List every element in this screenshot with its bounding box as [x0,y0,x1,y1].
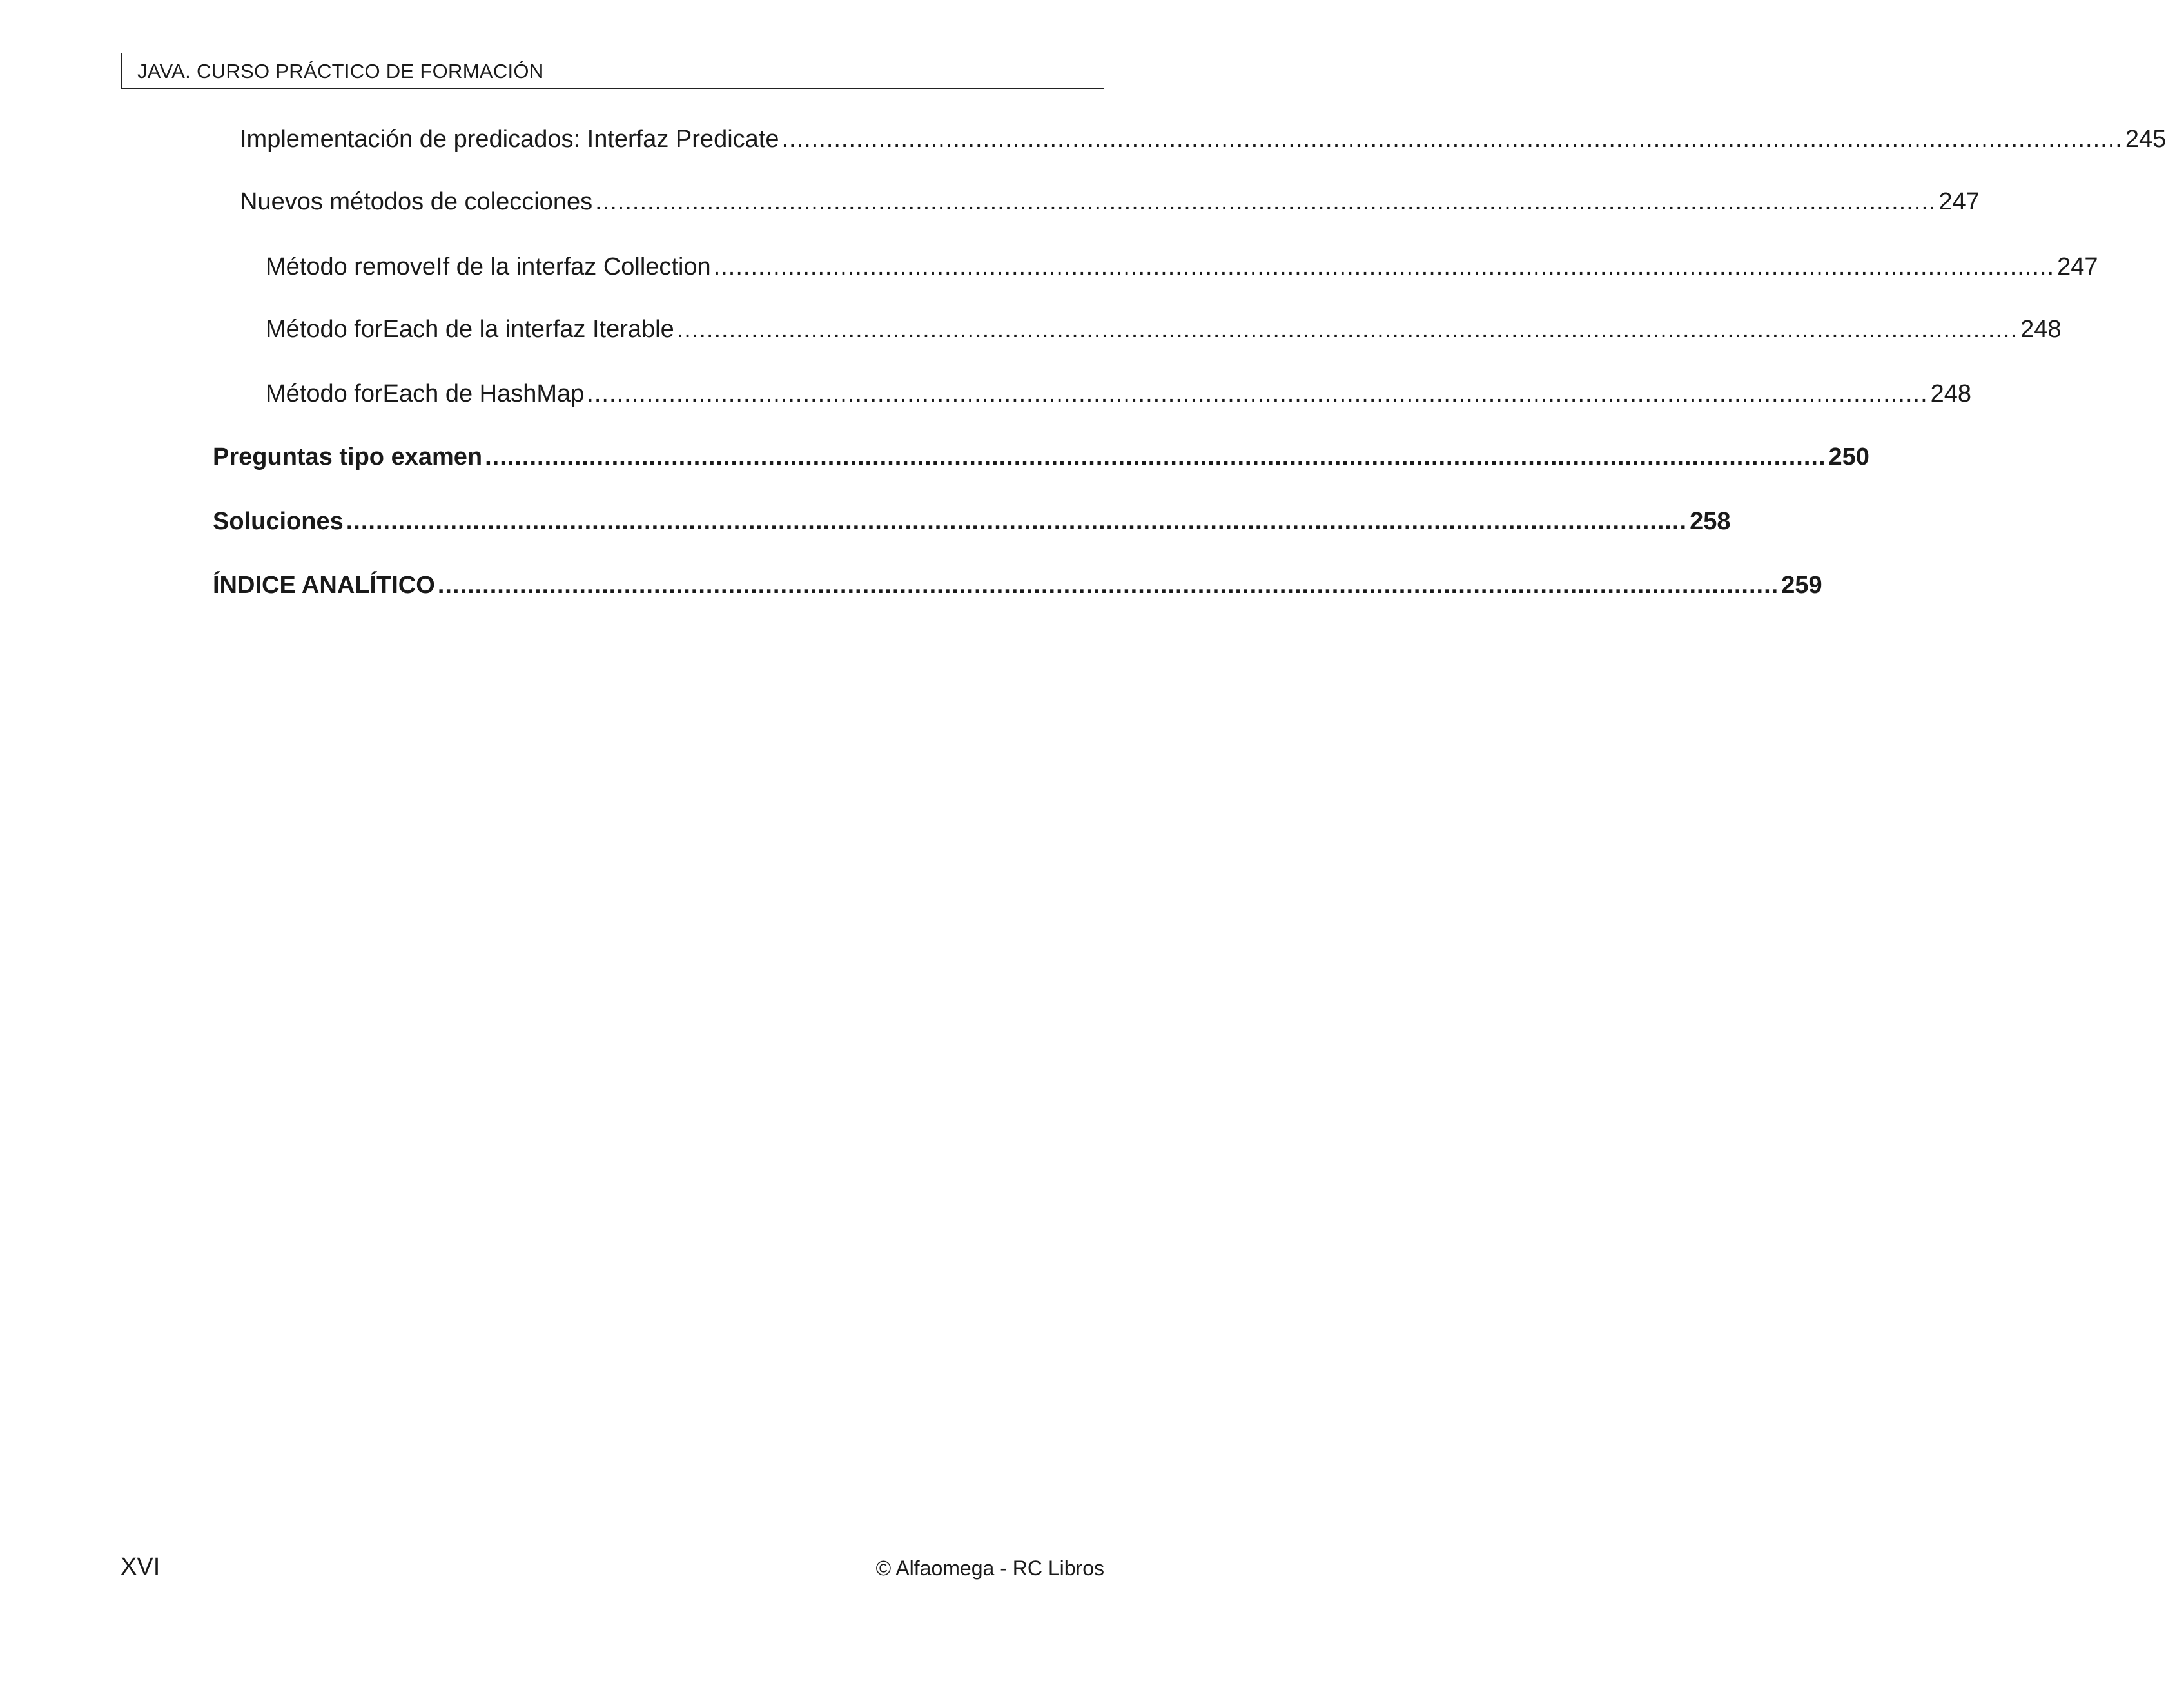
toc-entry-label: Método forEach de la interfaz Iterable [266,316,674,343]
toc-entry-page: 248 [1930,380,1972,407]
running-header-title: JAVA. CURSO PRÁCTICO DE FORMACIÓN [137,60,544,82]
toc-entry-label: Nuevos métodos de colecciones [240,188,593,215]
toc-entry-page: 247 [1938,188,1980,215]
footer-page-number: XVI [121,1553,161,1580]
toc-entry[interactable] [266,380,1972,408]
toc-entry[interactable] [213,572,1822,599]
toc-entry-page: 248 [2020,316,2062,343]
toc-entry-label: Implementación de predicados: Interfaz Predicate [240,126,779,153]
toc-leader-dots: .................................................................................................................................................................................... [676,316,2018,343]
toc-entry-page: 250 [1828,443,1869,471]
toc-entry-label: Soluciones [213,508,344,535]
toc-leader-dots: .................................................................................................................................................................................... [346,508,1688,535]
toc-leader-dots: .................................................................................................................................................................................... [595,188,1937,215]
toc-leader-dots: .................................................................................................................................................................................... [713,253,2055,280]
toc-entry-page: 247 [2057,253,2098,280]
toc-entry-label: Método forEach de HashMap [266,380,585,407]
footer-copyright: © Alfaomega - RC Libros [875,1557,1104,1580]
toc-entry-page: 259 [1781,572,1822,599]
toc-leader-dots: .................................................................................................................................................................................... [587,380,1928,407]
running-header [121,53,1104,89]
toc-entry[interactable] [266,253,2098,281]
toc-entry[interactable] [240,188,1980,216]
toc-entry-page: 258 [1690,508,1731,535]
toc-entry-label: ÍNDICE ANALÍTICO [213,572,435,599]
toc-entry[interactable] [213,508,1731,536]
toc-entry-label: Preguntas tipo examen [213,443,483,471]
toc-leader-dots: .................................................................................................................................................................................... [781,126,2123,153]
toc-entry[interactable] [266,316,2062,344]
toc-entry[interactable] [213,443,1869,471]
toc-leader-dots: .................................................................................................................................................................................... [437,572,1779,599]
toc-entry-label: Método removeIf de la interfaz Collection [266,253,711,280]
toc-entry-page: 245 [2125,126,2166,153]
toc-entry[interactable] [240,126,2166,153]
toc-leader-dots: .................................................................................................................................................................................... [485,443,1826,471]
